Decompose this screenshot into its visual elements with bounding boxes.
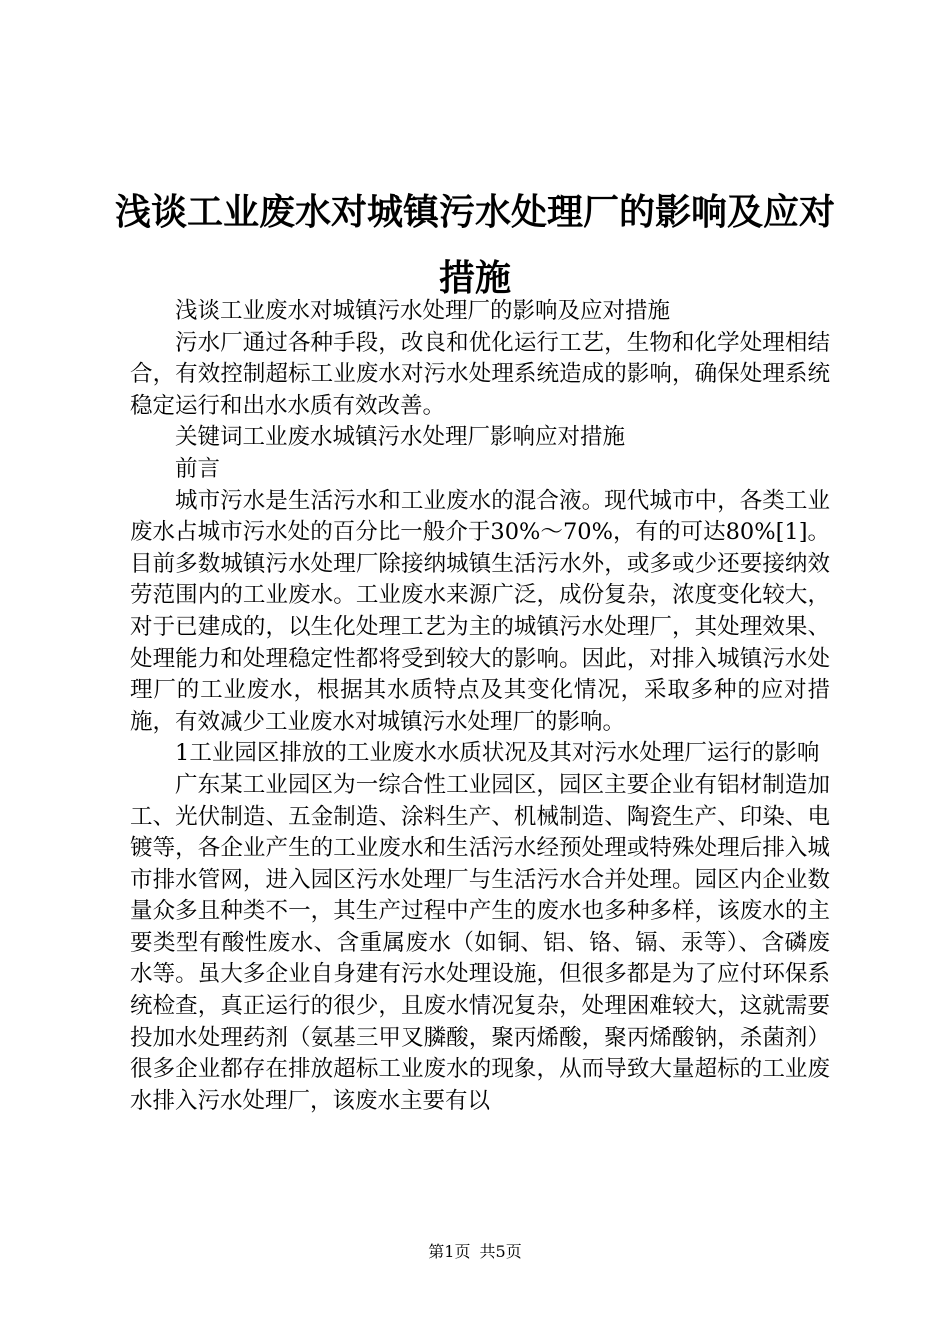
page-total: 共5页 [479,1242,522,1261]
paragraph-section-1: 广东某工业园区为一综合性工业园区，园区主要企业有铝材制造加工、光伏制造、五金制造、涂料生产、机械制造、陶瓷生产、印染、电镀等，各企业产生的工业废水和生活污水经预处理或特殊处理后排入城市排水管网，进入园区污水处理厂与生活污水合并处理。园区内企业数量众多且种类不一，其生产过程中产生的废水也多种多样，该废水的主要类型有酸性废水、含重属废水（如铜、铝、铬、镉、汞等）、含磷废水等。虽大多企业自身建有污水处理设施，但很多都是为了应付环保系统检查，真正运行的很少，且废水情况复杂，处理困难较大，这就需要投加水处理药剂（氨基三甲叉膦酸，聚丙烯酸，聚丙烯酸钠，杀菌剂）很多企业都存在排放超标工业废水的现象，从而导致大量超标的工业废水排入污水处理厂，该废水主要有以 [130,771,830,1114]
paragraph-preface: 城市污水是生活污水和工业废水的混合液。现代城市中，各类工业废水占城市污水处的百分比一般介于30%～70%，有的可达80%[1]。目前多数城镇污水处理厂除接纳城镇生活污水外，或多或少还要接纳效劳范围内的工业废水。工业废水来源广泛，成份复杂，浓度变化较大，对于已建成的，以生化处理工艺为主的城镇污水处理厂，其处理效果、处理能力和处理稳定性都将受到较大的影响。因此，对排入城镇污水处理厂的工业废水，根据其水质特点及其变化情况，采取多种的应对措施，有效减少工业废水对城镇污水处理厂的影响。 [130,487,830,735]
document-title [110,180,840,312]
title-line-2: 措施 [438,258,511,299]
paragraph-keywords: 关键词工业废水城镇污水处理厂影响应对措施 [175,424,626,451]
title-line-1: 浅谈工业废水对城镇污水处理厂的影响及应对 [114,192,835,233]
paragraph-heading: 浅谈工业废水对城镇污水处理厂的影响及应对措施 [175,298,671,324]
section-1-heading: 1工业园区排放的工业废水水质状况及其对污水处理厂运行的影响 [175,740,820,767]
page-footer [0,1241,950,1263]
paragraph-abstract: 污水厂通过各种手段，改良和优化运行工艺，生物和化学处理相结合，有效控制超标工业废水对污水处理系统造成的影响，确保处理系统稳定运行和出水水质有效改善。 [130,329,830,419]
document-body [130,296,830,1117]
paragraph-preface-heading: 前言 [175,455,221,482]
page-number: 第1页 [428,1242,471,1261]
